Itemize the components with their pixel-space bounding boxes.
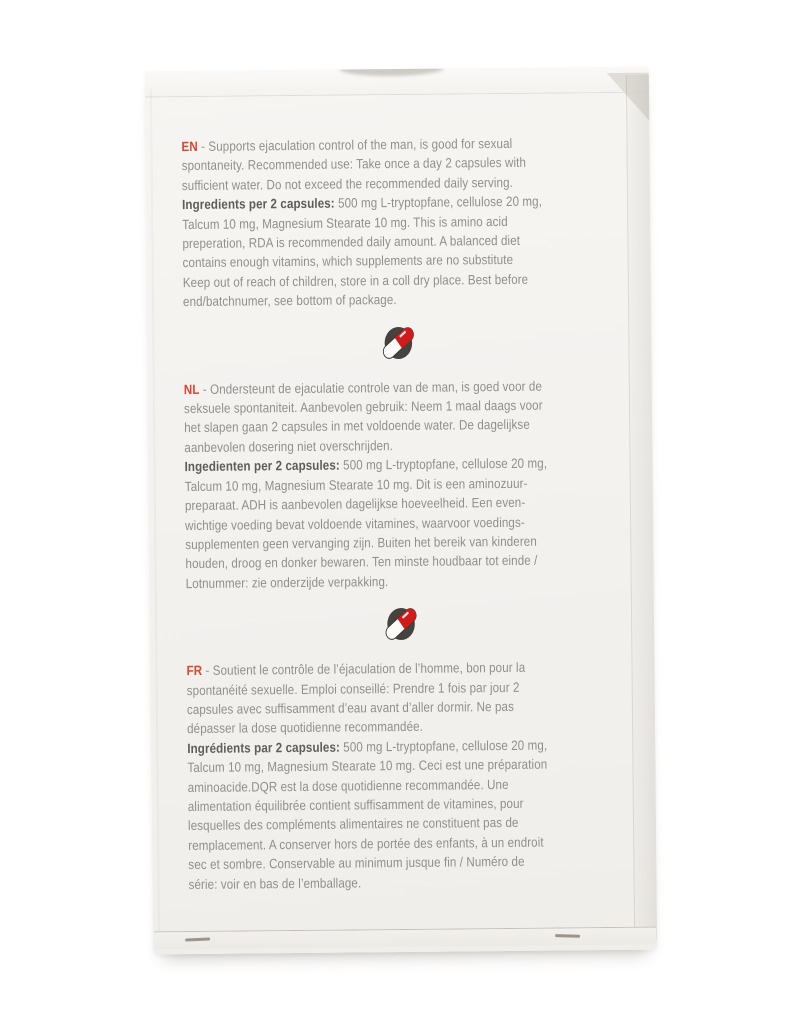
capsule-logo-icon [186,601,616,647]
bottom-flap-notch-left [185,937,210,941]
lang-label-en: EN [181,138,198,155]
box-top-flap [145,67,649,98]
thumb-notch [339,67,443,77]
supplement-box-back [145,67,657,955]
usage-text-fr [186,657,617,739]
section-fr [186,657,618,894]
box-left-edge [150,89,160,940]
usage-body-fr: - Soutient le contrôle de l’éjaculation de l’homme, bon pour la spontanéité sexuelle. Emploi conseillé: Prendre 1 fois par jour 2 capsules avec suffisamment d’eau avant d’aller dormir. Ne pas dépasser la dose quotidienne recommandée. [186,659,526,737]
usage-text-en [181,133,612,195]
ingredients-body-en: 500 mg L-tryptopfane, cellulose 20 mg, Talcum 10 mg, Magnesium Stearate 10 mg. This is amino acid preperation, RDA is recommended daily amount. A balanced diet contains enough vitamins, which supplements are no substitute Keep out of reach of children, store in a coll dry place. Best before end/batchnumer, see bottom of package. [182,193,543,310]
ingredients-text-nl [184,453,615,593]
section-nl [184,376,616,594]
section-en [181,133,613,312]
usage-body-nl: - Ondersteunt de ejaculatie controle van de man, is goed voor de seksuele spontaniteit. Aanbevolen gebruik: Neem 1 maal daags voor het slapen gaan 2 capsules in met voldoende water. De dagelijkse aanbevolen dosering niet overschrijden. [183,378,543,455]
ingredients-body-fr: 500 mg L-tryptopfane, cellulose 20 mg, Talcum 10 mg, Magnesium Stearate 10 mg. Ceci est une préparation aminoacide.DQR est la dose quotidienne recommandée. Une alimentation équilibrée contient suffisamment de vitamines, pour lesquelles des compléments alimentaires ne constituent pas de remplacement. A conserver hors de portée des enfants, à un endroit sec et sombre. Conservable au minimum jusque fin / Numéro de série: voir en bas de l’emballage. [187,737,548,892]
box-right-side-panel [626,75,657,940]
lang-label-nl: NL [183,381,200,397]
ingredients-label-nl: Ingedienten per 2 capsules: [184,457,340,475]
ingredients-label-fr: Ingrédients par 2 capsules: [187,739,341,756]
ingredients-body-nl: 500 mg L-tryptopfane, cellulose 20 mg, Talcum 10 mg, Magnesium Stearate 10 mg. Dit is een aminozuur- preparaat. ADH is aanbevolen dagelijkse hoeveelheid. Een even- wichtige voeding bevat voldoende vitamines, waarvoor voedings- supplementen geen vervanging zijn. Buiten het bereik van kinderen houden, droog en donker bewaren. Ten minste houdbaar tot einde / Lotnummer: zie onderzijde verpakking. [184,455,548,591]
box-bottom-flap [154,927,656,950]
capsule-logo-icon [183,320,613,366]
bottom-flap-notch-right [555,934,580,938]
ingredients-label-en: Ingredients per 2 capsules: [181,195,335,213]
ingredients-text-en [182,191,613,312]
ingredients-text-fr [187,735,618,894]
usage-body-en: - Supports ejaculation control of the man, is good for sexual spontaneity. Recommended use: Take once a day 2 capsules with sufficient water. Do not exceed the recommended daily serving. [181,135,527,193]
usage-text-nl [184,376,615,458]
lang-label-fr: FR [186,663,203,679]
label-content [181,133,618,894]
